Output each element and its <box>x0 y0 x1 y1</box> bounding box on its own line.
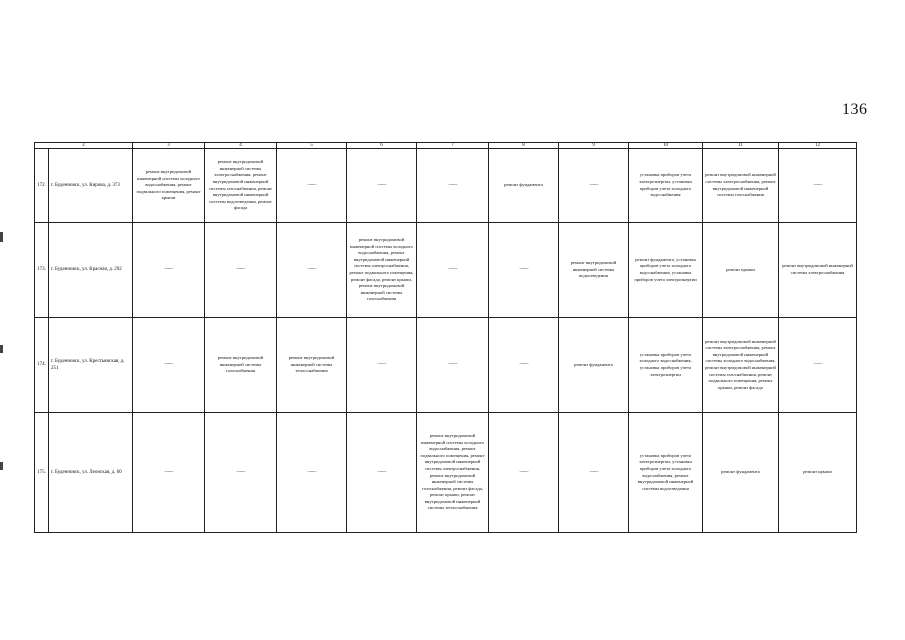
work-type-cell: ремонт внутридомовой инженерной системы теплоснабжения <box>277 318 347 413</box>
dash-cell: —— <box>489 223 559 318</box>
work-type-cell: ремонт фундамента <box>559 318 629 413</box>
address-cell: г. Буденновск, ул. Кирова, д. 373 <box>49 149 133 223</box>
work-type-cell: ремонт крыши <box>779 413 857 533</box>
work-type-cell: ремонт внутридомовой инженерной системы холодного водоснабжения, ремонт внутридомовой инженерной системы электроснабжения, ремонт подвального помещения, ремонт фасада, ремонт крыши, ремонт внутридомовой инженерной системы газоснабжения <box>347 223 417 318</box>
table-body <box>35 149 857 533</box>
column-number-cell: 3 <box>133 143 205 149</box>
dash-cell: —— <box>347 413 417 533</box>
row-number: 175. <box>35 413 49 533</box>
column-number-cell: 9 <box>559 143 629 149</box>
dash-cell: —— <box>205 223 277 318</box>
dash-cell: —— <box>779 318 857 413</box>
dash-cell: —— <box>133 413 205 533</box>
column-number-cell: 10 <box>629 143 703 149</box>
work-type-cell: ремонт внутридомовой инженерной системы водоотведения <box>559 223 629 318</box>
work-type-cell: ремонт внутридомовой инженерной системы газоснабжения <box>205 318 277 413</box>
dash-cell: —— <box>347 318 417 413</box>
column-number-cell: 7 <box>417 143 489 149</box>
address-cell: г. Буденновск, ул. Красная, д. 292 <box>49 223 133 318</box>
table-row <box>35 413 857 533</box>
row-number: 173. <box>35 223 49 318</box>
dash-cell: —— <box>347 149 417 223</box>
row-number: 172. <box>35 149 49 223</box>
table-row <box>35 223 857 318</box>
work-type-cell: ремонт внутридомовой инженерной системы электроснабжения, ремонт внутридомовой инженерной системы газоснабжения, ремонт внутридомовой инженерной системы водоотведения, ремонт фасада <box>205 149 277 223</box>
scan-edge-mark <box>0 232 3 242</box>
dash-cell: —— <box>133 223 205 318</box>
column-number-cell: 6 <box>347 143 417 149</box>
work-type-cell: ремонт внутридомовой инженерной системы холодного водоснабжения, ремонт подвального помещения, ремонт внутридомовой инженерной системы электроснабжения, ремонт внутридомовой инженерной системы газоснабжения, ремонт фасада, ремонт крыши, ремонт внутридомовой инженерной системы теплоснабжения <box>417 413 489 533</box>
work-type-cell: ремонт фундамента, установка приборов учета холодного водоснабжения, установка приборов учета электроэнергии <box>629 223 703 318</box>
dash-cell: —— <box>133 318 205 413</box>
dash-cell: —— <box>277 223 347 318</box>
dash-cell: —— <box>559 413 629 533</box>
repair-schedule-table <box>34 142 857 533</box>
dash-cell: —— <box>417 149 489 223</box>
scan-edge-mark <box>0 345 3 353</box>
table-row <box>35 149 857 223</box>
scan-edge-mark <box>0 462 3 470</box>
column-number-cell: 8 <box>489 143 559 149</box>
dash-cell: —— <box>277 149 347 223</box>
dash-cell: —— <box>205 413 277 533</box>
address-cell: г. Буденновск, ул. Леонская, д. 60 <box>49 413 133 533</box>
dash-cell: —— <box>559 149 629 223</box>
work-type-cell: установка приборов учета электроэнергии, установка приборов учета холодного водоснабжения, ремонт внутридомовой инженерной системы водоотведения <box>629 413 703 533</box>
row-number: 174. <box>35 318 49 413</box>
dash-cell: —— <box>417 223 489 318</box>
table-row <box>35 318 857 413</box>
work-type-cell: ремонт внутридомовой инженерной системы холодного водоснабжения, ремонт подвального помещения, ремонт крыши <box>133 149 205 223</box>
dash-cell: —— <box>489 413 559 533</box>
column-number-cell: 12 <box>779 143 857 149</box>
work-type-cell: установка приборов учета холодного водоснабжения, установка приборов учета электроэнергии <box>629 318 703 413</box>
dash-cell: —— <box>779 149 857 223</box>
work-type-cell: установка приборов учета электроэнергии, установка приборов учета холодного водоснабжения <box>629 149 703 223</box>
dash-cell: —— <box>417 318 489 413</box>
dash-cell: —— <box>277 413 347 533</box>
column-number-cell: 11 <box>703 143 779 149</box>
work-type-cell: ремонт крыши <box>703 223 779 318</box>
work-type-cell: ремонт фундамента <box>703 413 779 533</box>
address-cell: г. Буденновск, ул. Крестьянская, д. 251 <box>49 318 133 413</box>
work-type-cell: ремонт фундамента <box>489 149 559 223</box>
work-type-cell: ремонт внутридомовой инженерной системы электроснабжения, ремонт внутридомовой инженерной системы газоснабжения <box>703 149 779 223</box>
page-number: 136 <box>842 101 868 118</box>
column-number-cell: 4 <box>205 143 277 149</box>
dash-cell: —— <box>489 318 559 413</box>
column-number-cell: 5 <box>277 143 347 149</box>
work-type-cell: ремонт внутридомовой инженерной системы электроснабжения, ремонт внутридомовой инженерной системы холодного водоснабжения, ремонт внутридомовой инженерной системы газоснабжения, ремонт подвального помещения, ремонт крыши, ремонт фасада <box>703 318 779 413</box>
work-type-cell: ремонт внутридомовой инженерной системы электроснабжения <box>779 223 857 318</box>
column-number-cell: 2 <box>35 143 133 149</box>
